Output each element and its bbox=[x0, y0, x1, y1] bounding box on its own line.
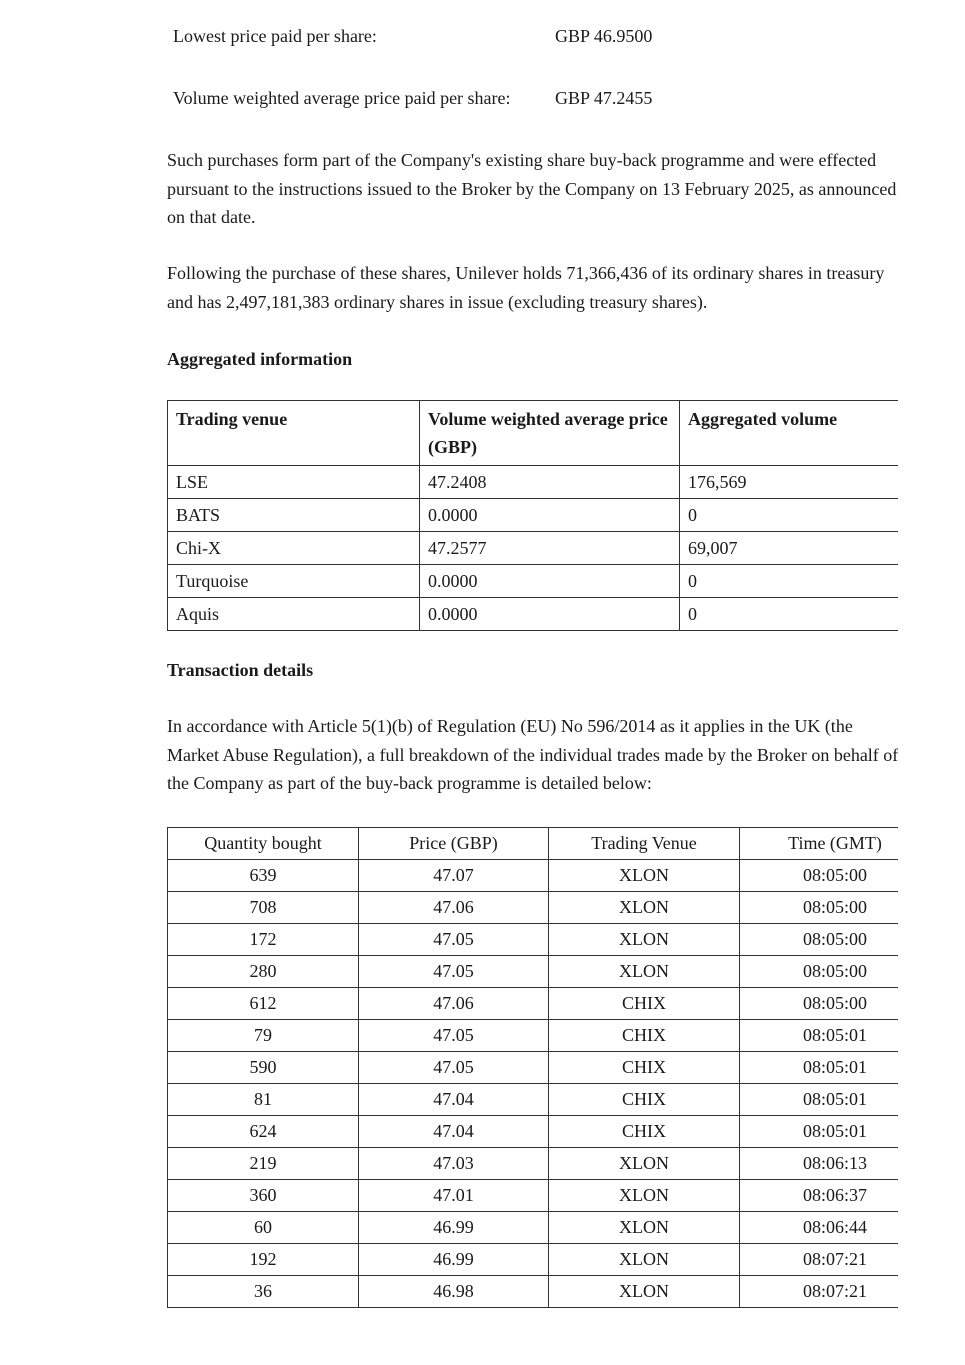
price-cell: 47.06 bbox=[359, 892, 549, 924]
time-cell: 08:05:01 bbox=[740, 1084, 899, 1116]
table-row bbox=[168, 532, 899, 565]
venue-cell: XLON bbox=[549, 956, 740, 988]
table-row bbox=[168, 1052, 899, 1084]
venue-cell: CHIX bbox=[549, 1084, 740, 1116]
time-cell: 08:05:00 bbox=[740, 988, 899, 1020]
table-row bbox=[168, 565, 899, 598]
price-cell: 47.05 bbox=[359, 1020, 549, 1052]
venue-cell: CHIX bbox=[549, 1116, 740, 1148]
vwap-cell: 0.0000 bbox=[420, 565, 680, 598]
quantity-cell: 79 bbox=[168, 1020, 359, 1052]
table-row bbox=[168, 598, 899, 631]
volume-cell: 0 bbox=[680, 499, 899, 532]
quantity-cell: 360 bbox=[168, 1180, 359, 1212]
quantity-cell: 60 bbox=[168, 1212, 359, 1244]
table-row bbox=[168, 1180, 899, 1212]
table-row bbox=[168, 499, 899, 532]
time-cell: 08:06:37 bbox=[740, 1180, 899, 1212]
time-cell: 08:05:01 bbox=[740, 1116, 899, 1148]
lowest-price-label: Lowest price paid per share: bbox=[173, 26, 377, 46]
venue-cell: BATS bbox=[168, 499, 420, 532]
regulation-paragraph bbox=[167, 712, 898, 798]
holdings-paragraph bbox=[167, 259, 884, 316]
venue-cell: XLON bbox=[549, 1180, 740, 1212]
transactions-body bbox=[168, 860, 899, 1308]
price-cell: 46.99 bbox=[359, 1212, 549, 1244]
venue-cell: XLON bbox=[549, 1148, 740, 1180]
vwap-label: Volume weighted average price paid per share: bbox=[173, 88, 511, 108]
venue-cell: XLON bbox=[549, 924, 740, 956]
header-quantity: Quantity bought bbox=[168, 828, 359, 860]
header-time: Time (GMT) bbox=[740, 828, 899, 860]
volume-cell: 0 bbox=[680, 565, 899, 598]
regulation-line: the Company as part of the buy-back programme is detailed below: bbox=[167, 773, 652, 793]
table-row bbox=[168, 1148, 899, 1180]
price-cell: 47.07 bbox=[359, 860, 549, 892]
header-vwap-line: (GBP) bbox=[428, 437, 477, 457]
price-cell: 46.98 bbox=[359, 1276, 549, 1308]
transactions-table bbox=[167, 827, 898, 1308]
vwap-cell: 47.2577 bbox=[420, 532, 680, 565]
price-cell: 47.04 bbox=[359, 1116, 549, 1148]
time-cell: 08:05:01 bbox=[740, 1020, 899, 1052]
aggregated-header-row bbox=[168, 401, 899, 466]
venue-cell: CHIX bbox=[549, 1052, 740, 1084]
quantity-cell: 639 bbox=[168, 860, 359, 892]
regulation-line: In accordance with Article 5(1)(b) of Regulation (EU) No 596/2014 as it applies in the UK (the bbox=[167, 716, 853, 736]
volume-cell: 0 bbox=[680, 598, 899, 631]
quantity-cell: 612 bbox=[168, 988, 359, 1020]
aggregated-heading: Aggregated information bbox=[167, 349, 353, 369]
quantity-cell: 81 bbox=[168, 1084, 359, 1116]
venue-cell: XLON bbox=[549, 1212, 740, 1244]
time-cell: 08:05:00 bbox=[740, 892, 899, 924]
table-row bbox=[168, 1084, 899, 1116]
table-row bbox=[168, 1244, 899, 1276]
lowest-price-value: GBP 46.9500 bbox=[555, 26, 653, 46]
table-row bbox=[168, 892, 899, 924]
venue-cell: XLON bbox=[549, 860, 740, 892]
price-cell: 46.99 bbox=[359, 1244, 549, 1276]
time-cell: 08:06:44 bbox=[740, 1212, 899, 1244]
vwap-cell: 0.0000 bbox=[420, 598, 680, 631]
header-price: Price (GBP) bbox=[359, 828, 549, 860]
table-row bbox=[168, 1212, 899, 1244]
venue-cell: Chi-X bbox=[168, 532, 420, 565]
quantity-cell: 219 bbox=[168, 1148, 359, 1180]
header-vwap bbox=[420, 401, 680, 466]
time-cell: 08:05:00 bbox=[740, 956, 899, 988]
venue-cell: Aquis bbox=[168, 598, 420, 631]
header-vwap-line: Volume weighted average price bbox=[428, 409, 668, 429]
price-cell: 47.06 bbox=[359, 988, 549, 1020]
holdings-line: and has 2,497,181,383 ordinary shares in issue (excluding treasury shares). bbox=[167, 291, 708, 312]
vwap-cell: 47.2408 bbox=[420, 466, 680, 499]
venue-cell: LSE bbox=[168, 466, 420, 499]
table-row bbox=[168, 924, 899, 956]
table-row bbox=[168, 466, 899, 499]
header-aggregated-volume: Aggregated volume bbox=[680, 401, 899, 466]
buyback-line: Such purchases form part of the Company's existing share buy-back programme and were effected bbox=[167, 150, 877, 170]
table-row bbox=[168, 1116, 899, 1148]
vwap-cell: 0.0000 bbox=[420, 499, 680, 532]
quantity-cell: 172 bbox=[168, 924, 359, 956]
time-cell: 08:05:00 bbox=[740, 860, 899, 892]
time-cell: 08:05:00 bbox=[740, 924, 899, 956]
quantity-cell: 624 bbox=[168, 1116, 359, 1148]
price-cell: 47.01 bbox=[359, 1180, 549, 1212]
venue-cell: XLON bbox=[549, 1244, 740, 1276]
table-row bbox=[168, 988, 899, 1020]
quantity-cell: 708 bbox=[168, 892, 359, 924]
time-cell: 08:07:21 bbox=[740, 1244, 899, 1276]
price-cell: 47.05 bbox=[359, 924, 549, 956]
quantity-cell: 590 bbox=[168, 1052, 359, 1084]
volume-cell: 69,007 bbox=[680, 532, 899, 565]
price-cell: 47.04 bbox=[359, 1084, 549, 1116]
venue-cell: XLON bbox=[549, 892, 740, 924]
table-row bbox=[168, 956, 899, 988]
venue-cell: CHIX bbox=[549, 988, 740, 1020]
time-cell: 08:07:21 bbox=[740, 1276, 899, 1308]
header-trading-venue: Trading venue bbox=[168, 401, 420, 466]
table-row bbox=[168, 1276, 899, 1308]
time-cell: 08:06:13 bbox=[740, 1148, 899, 1180]
regulation-line: Market Abuse Regulation), a full breakdown of the individual trades made by the Broker on behalf of bbox=[167, 744, 898, 765]
quantity-cell: 280 bbox=[168, 956, 359, 988]
price-cell: 47.05 bbox=[359, 956, 549, 988]
buyback-line: pursuant to the instructions issued to the Broker by the Company on 13 February 2025, as announced bbox=[167, 178, 897, 199]
vwap-value: GBP 47.2455 bbox=[555, 88, 653, 108]
venue-cell: XLON bbox=[549, 1276, 740, 1308]
time-cell: 08:05:01 bbox=[740, 1052, 899, 1084]
quantity-cell: 192 bbox=[168, 1244, 359, 1276]
table-row bbox=[168, 860, 899, 892]
transaction-heading: Transaction details bbox=[167, 660, 314, 680]
buyback-line: on that date. bbox=[167, 207, 256, 227]
transactions-header-row bbox=[168, 828, 899, 860]
volume-cell: 176,569 bbox=[680, 466, 899, 499]
venue-cell: CHIX bbox=[549, 1020, 740, 1052]
table-row bbox=[168, 1020, 899, 1052]
price-cell: 47.05 bbox=[359, 1052, 549, 1084]
price-cell: 47.03 bbox=[359, 1148, 549, 1180]
buyback-paragraph bbox=[167, 146, 896, 232]
quantity-cell: 36 bbox=[168, 1276, 359, 1308]
venue-cell: Turquoise bbox=[168, 565, 420, 598]
aggregated-table bbox=[167, 400, 898, 631]
header-venue: Trading Venue bbox=[549, 828, 740, 860]
holdings-line: Following the purchase of these shares, Unilever holds 71,366,436 of its ordinary shares in treasury bbox=[167, 263, 885, 283]
